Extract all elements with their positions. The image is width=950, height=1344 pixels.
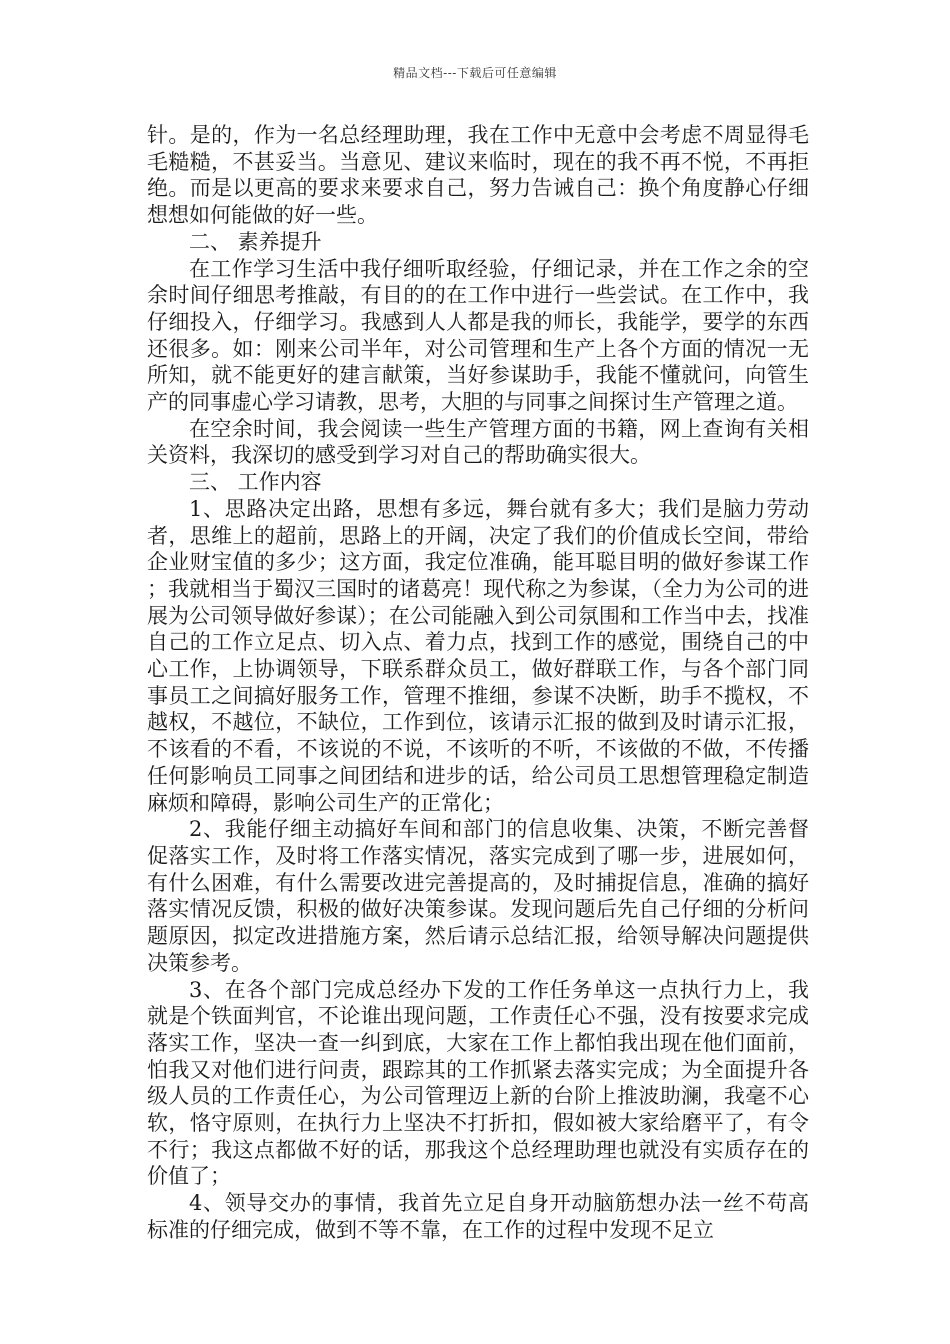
document-body — [147, 122, 809, 1244]
paragraph-continuation: 针。是的，作为一名总经理助理，我在工作中无意中会考虑不周显得毛毛糙糙，不甚妥当。当意见、建议来临时，现在的我不再不悦，不再拒绝。而是以更高的要求来要求自己，努力告诫自己：换个角度静心仔细想想如何能做的好一些。 — [147, 123, 809, 228]
section-heading-work-content: 三、 工作内容 — [189, 470, 322, 495]
page-header: 精品文档---下载后可任意编辑 — [393, 66, 557, 80]
paragraph-item-4: 4、领导交办的事情，我首先立足自身开动脑筋想办法一丝不苟高标准的仔细完成，做到不等不靠，在工作的过程中发现不足立 — [147, 1191, 809, 1242]
paragraph-reading: 在空余时间，我会阅读一些生产管理方面的书籍，网上查询有关相关资料，我深切的感受到学习对自己的帮助确实很大。 — [147, 416, 809, 468]
section-heading-literacy: 二、 素养提升 — [189, 229, 322, 254]
paragraph-learning: 在工作学习生活中我仔细听取经验，仔细记录，并在工作之余的空余时间仔细思考推敲，有目的的在工作中进行一些尝试。在工作中，我仔细投入，仔细学习。我感到人人都是我的师长，我能学，要学的东西还很多。如：刚来公司半年，对公司管理和生产上各个方面的情况一无所知，就不能更好的建言献策，当好参谋助手，我能不懂就问，向管生产的同事虚心学习请教，思考，大胆的与同事之间探讨生产管理之道。 — [147, 256, 809, 415]
paragraph-item-1: 1、思路决定出路，思想有多远，舞台就有多大；我们是脑力劳动者，思维上的超前，思路上的开阔，决定了我们的价值成长空间，带给企业财宝值的多少；这方面，我定位准确，能耳聪目明的做好参谋工作；我就相当于蜀汉三国时的诸葛亮！现代称之为参谋，（全力为公司的进展为公司领导做好参谋）；在公司能融入到公司氛围和工作当中去，找准自己的工作立足点、切入点、着力点，找到工作的感觉，围绕自己的中心工作，上协调领导，下联系群众员工，做好群联工作，与各个部门同事员工之间搞好服务工作，管理不推细，参谋不决断，助手不揽权，不越权，不越位，不缺位，工作到位，该请示汇报的做到及时请示汇报，不该看的不看，不该说的不说，不该听的不听，不该做的不做，不传播任何影响员工同事之间团结和进步的话，给公司员工思想管理稳定制造麻烦和障碍，影响公司生产的正常化； — [147, 496, 809, 815]
paragraph-item-3: 3、在各个部门完成总经办下发的工作任务单这一点执行力上，我就是个铁面判官，不论谁出现问题，工作责任心不强，没有按要求完成落实工作，坚决一查一纠到底，大家在工作上都怕我出现在他们面前，怕我又对他们进行问责，跟踪其的工作抓紧去落实完成；为全面提升各级人员的工作责任心，为公司管理迈上新的台阶上推波助澜，我毫不心软，恪守原则，在执行力上坚决不打折扣，假如被大家给磨平了，有令不行；我这点都做不好的话，那我这个总经理助理也就没有实质存在的价值了； — [147, 977, 809, 1189]
paragraph-item-2: 2、我能仔细主动搞好车间和部门的信息收集、决策，不断完善督促落实工作，及时将工作落实情况，落实完成到了哪一步，进展如何，有什么困难，有什么需要改进完善提高的，及时捕捉信息，准确的搞好落实情况反馈，积极的做好决策参谋。发现问题后先自己仔细的分析问题原因，拟定改进措施方案，然后请示总结汇报，给领导解决问题提供决策参考。 — [147, 817, 809, 975]
